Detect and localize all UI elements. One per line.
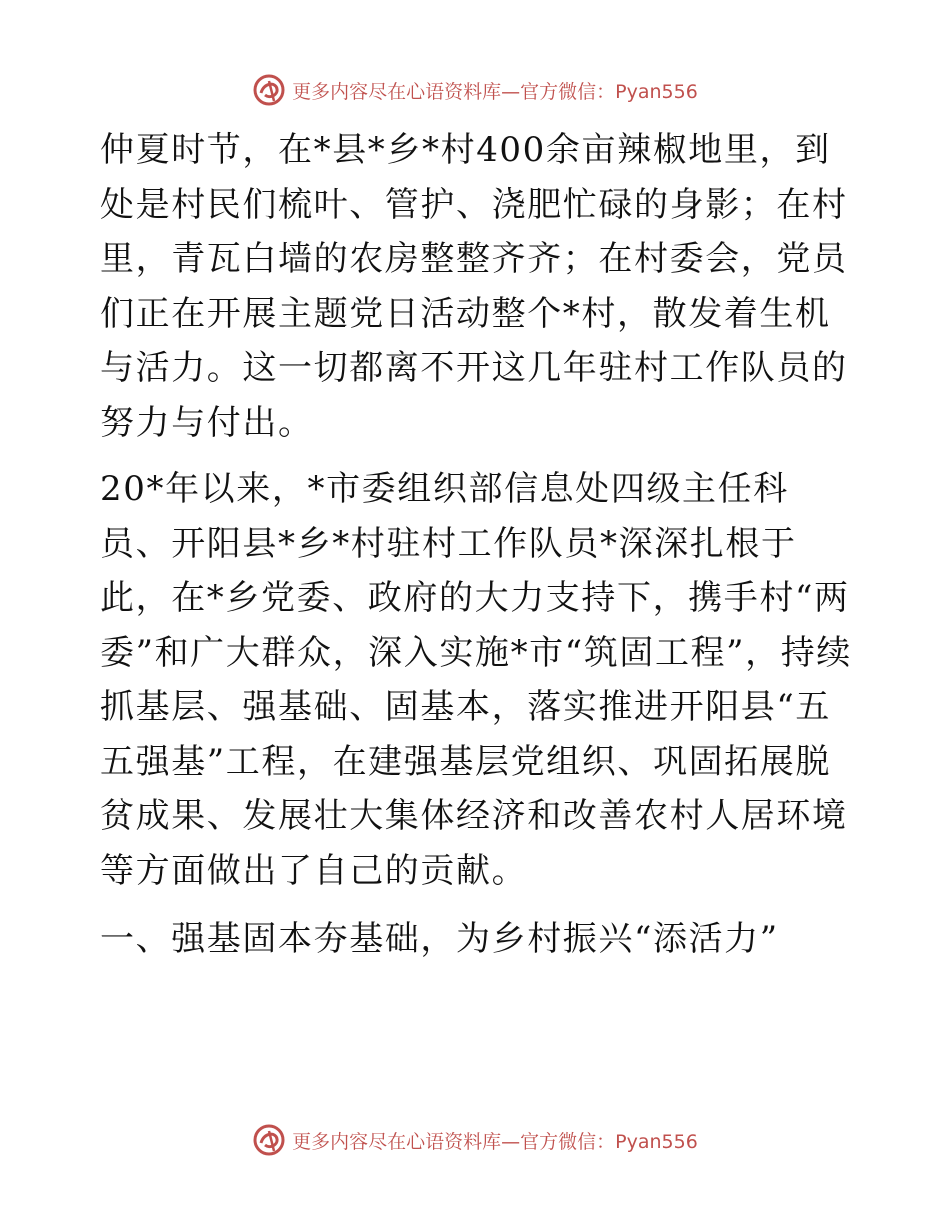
watermark-header	[0, 70, 950, 110]
red-swirl-logo-icon	[252, 1123, 286, 1157]
red-swirl-logo-icon	[252, 73, 286, 107]
paragraph: 20*年以来，*市委组织部信息处四级主任科员、开阳县*乡*村驻村工作队员*深深扎根于此，在*乡党委、政府的大力支持下，携手村“两委”和广大群众，深入实施*市“筑固工程”，持续抓基层、强基础、固基本，落实推进开阳县“五五强基”工程，在建强基层党组织、巩固拓展脱贫成果、发展壮大集体经济和改善农村人居环境等方面做出了自己的贡献。	[100, 469, 852, 891]
watermark-footer	[0, 1120, 950, 1160]
watermark-text: 更多内容尽在心语资料库—官方微信：Pyan556	[292, 1130, 698, 1153]
section-heading: 一、强基固本夯基础，为乡村振兴“添活力”	[100, 919, 779, 959]
watermark-text: 更多内容尽在心语资料库—官方微信：Pyan556	[292, 80, 698, 103]
paragraph: 仲夏时节，在*县*乡*村400余亩辣椒地里，到处是村民们梳叶、管护、浇肥忙碌的身影；在村里，青瓦白墙的农房整整齐齐；在村委会，党员们正在开展主题党日活动整个*村，散发着生机与活力。这一切都离不开这几年驻村工作队员的努力与付出。	[100, 130, 848, 443]
document-body	[100, 123, 860, 967]
